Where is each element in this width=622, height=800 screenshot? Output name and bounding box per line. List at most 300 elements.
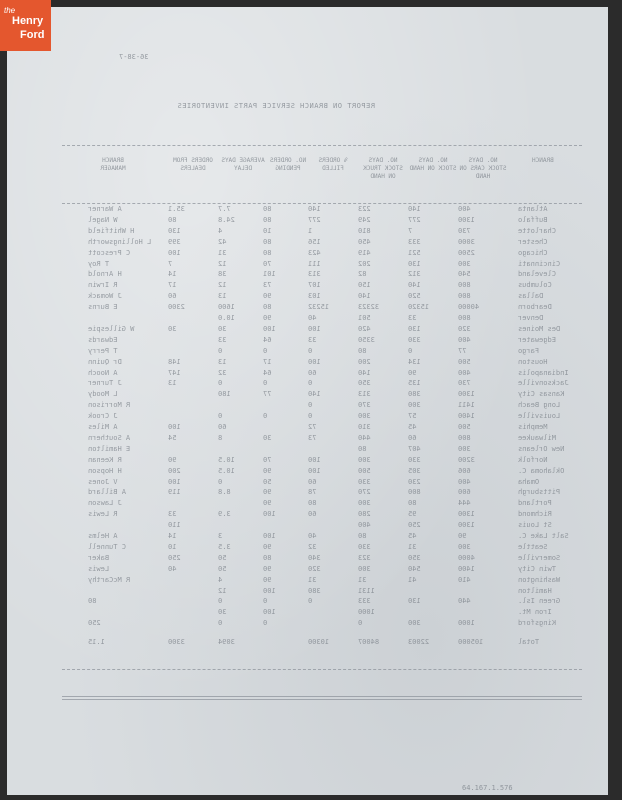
table-cell: R Lewis [88, 510, 118, 519]
table-cell: 3000 [458, 237, 475, 246]
table-cell: E Hamilton [88, 444, 131, 453]
table-cell: 84007 [358, 638, 380, 647]
table-cell: 500 [358, 466, 371, 475]
table-cell: 140 [308, 205, 321, 213]
table-cell: 30 [263, 433, 272, 442]
table-cell: 1400 [458, 412, 475, 421]
table-cell: 280 [358, 510, 371, 519]
table-cell: 22003 [408, 638, 430, 647]
table-cell: 3.9 [218, 510, 231, 519]
table-cell: C Tunnell [88, 542, 126, 551]
table-cell: 100 [168, 423, 181, 431]
table-cell: St Louis [518, 521, 552, 530]
table-cell: 500 [458, 423, 471, 431]
table-cell: New Orleans [518, 444, 565, 453]
table-row [68, 292, 578, 301]
table-cell: 33 [168, 510, 177, 519]
table-cell: 0 [308, 379, 313, 388]
table-cell: Omaha [518, 477, 540, 486]
table-row [68, 478, 578, 487]
table-cell: 277 [408, 215, 421, 224]
table-cell: Total [518, 638, 540, 647]
table-cell: 8 [218, 433, 223, 442]
table-cell: 540 [408, 564, 421, 573]
table-cell: 250 [408, 521, 421, 530]
table-cell: Cleveland [518, 270, 556, 279]
table-cell: Edgewater [518, 335, 556, 344]
table-cell: 277 [308, 215, 321, 224]
table-cell: 57 [408, 412, 417, 421]
table-cell: 30 [168, 324, 177, 333]
table-cell: 95 [408, 510, 417, 519]
table-row [68, 227, 578, 236]
table-cell: 4 [218, 575, 223, 584]
table-row [68, 587, 578, 596]
table-cell: 333 [408, 237, 421, 246]
table-cell: 17 [263, 357, 272, 366]
table-cell: Jacksonville [518, 379, 569, 388]
table-cell: 2300 [168, 303, 185, 312]
table-cell: 12 [218, 281, 227, 290]
table-cell: W Gillespie [88, 324, 135, 333]
table-cell: 300 [458, 444, 471, 453]
table-cell: 80 [263, 303, 272, 312]
table-cell: 148 [168, 357, 181, 366]
table-cell: 33 [408, 314, 417, 322]
table-cell: 407 [408, 444, 421, 453]
table-row [68, 205, 578, 214]
table-cell: Lewis [88, 564, 110, 573]
table-cell: 156 [308, 237, 321, 246]
table-cell: 140 [408, 281, 421, 290]
table-cell: 40 [308, 532, 317, 540]
table-row [68, 412, 578, 421]
table-row [68, 390, 578, 399]
table-cell: 1 [308, 226, 313, 235]
table-cell: 90 [263, 564, 272, 573]
table-cell: 140 [358, 292, 371, 301]
table-row [68, 543, 578, 552]
table-row [68, 576, 578, 585]
table-cell: 130 [408, 259, 421, 268]
table-cell: 0 [218, 597, 223, 606]
table-cell: 150 [358, 281, 371, 290]
table-row [68, 597, 578, 606]
column-header: NO. DAYS STOCK ON HAND [409, 157, 457, 172]
table-cell: 10.5 [218, 466, 235, 475]
table-row [68, 303, 578, 312]
table-cell: 17 [168, 281, 177, 290]
table-cell: Salt Lake C. [518, 532, 569, 540]
table-cell: Somerville [518, 553, 561, 562]
table-cell: 1300 [458, 215, 475, 224]
table-cell: Memphis [518, 423, 548, 431]
table-row [68, 619, 578, 628]
table-cell: 38 [218, 270, 227, 279]
table-cell: 111 [308, 259, 321, 268]
table-cell: 12 [218, 586, 227, 595]
table-cell: 440 [458, 597, 471, 606]
table-cell: 370 [358, 401, 371, 410]
table-cell: 100 [263, 532, 276, 540]
table-cell: H Arnold [88, 270, 122, 279]
table-cell: 313 [358, 390, 371, 399]
table-cell: T Roy [88, 259, 110, 268]
table-cell: 107 [308, 281, 321, 290]
table-cell: 60 [308, 368, 317, 377]
table-cell: 330 [408, 335, 421, 344]
table-cell: R Keenan [88, 455, 122, 464]
table-cell: 80 [308, 499, 317, 508]
table-cell: 80 [263, 553, 272, 562]
table-cell: 333 [358, 597, 371, 606]
table-cell: Twin City [518, 564, 556, 573]
table-cell: 103 [308, 292, 321, 301]
table-cell: 3300 [168, 638, 185, 647]
table-cell: 450 [358, 237, 371, 246]
table-cell: 440 [358, 433, 371, 442]
table-cell: 500 [458, 357, 471, 366]
table-cell: 64 [263, 368, 272, 377]
table-cell: 300 [358, 412, 371, 421]
table-cell: 0 [218, 346, 223, 355]
table-cell: 77 [263, 390, 272, 399]
table-cell: 7.7 [218, 205, 231, 213]
table-cell: 100 [308, 324, 321, 333]
table-cell: 90 [263, 314, 272, 322]
table-cell: 0 [218, 379, 223, 388]
table-cell: 78 [308, 488, 317, 497]
table-cell: 350 [408, 553, 421, 562]
table-cell: Richmond [518, 510, 552, 519]
table-cell: 250 [88, 619, 101, 628]
table-cell: 31 [218, 248, 227, 257]
table-cell: Milwaukee [518, 433, 556, 442]
table-cell: J Lawson [88, 499, 122, 508]
table-cell: 730 [458, 226, 471, 235]
column-header: NO. ORDERS PENDING [269, 157, 307, 172]
table-row [68, 379, 578, 388]
table-cell: 13 [218, 357, 227, 366]
table-cell: 8.8 [218, 488, 231, 497]
table-cell: 1300 [458, 390, 475, 399]
table-cell: 15320 [408, 303, 430, 312]
table-cell: Baker [88, 553, 110, 562]
table-cell: 330 [358, 542, 371, 551]
table-cell: A Warner [88, 205, 122, 213]
table-cell: 7 [408, 226, 413, 235]
table-cell: 13 [168, 379, 177, 388]
table-cell: 80 [263, 215, 272, 224]
table-cell: 300 [358, 499, 371, 508]
table-cell: Fargo [518, 346, 540, 355]
table-cell: R McCarthy [88, 575, 131, 584]
table-cell: 10300 [308, 638, 330, 647]
table-cell: 0 [218, 619, 223, 628]
table-cell: 100 [308, 455, 321, 464]
table-cell: 0 [358, 619, 363, 628]
table-cell: 14 [168, 532, 177, 540]
table-cell: 100 [308, 357, 321, 366]
column-header: ORDERS FROM DEALERS [173, 157, 213, 172]
table-cell: 3094 [218, 638, 235, 647]
table-cell: 300 [458, 259, 471, 268]
table-cell: 520 [408, 292, 421, 301]
table-cell: J Turner [88, 379, 122, 388]
table-cell: 147 [168, 368, 181, 377]
table-cell: 33 [218, 335, 227, 344]
bottom-rule [62, 696, 582, 697]
table-cell: 31 [308, 575, 317, 584]
table-cell: 320 [458, 324, 471, 333]
table-cell: 4000 [458, 553, 475, 562]
table-cell: 230 [408, 477, 421, 486]
table-row [68, 499, 578, 508]
table-row [68, 510, 578, 519]
table-cell: Dr Quinn [88, 357, 122, 366]
table-cell: 73 [308, 433, 317, 442]
table-cell: 80 [358, 532, 367, 540]
table-cell: 800 [458, 433, 471, 442]
table-cell: 380 [408, 390, 421, 399]
table-cell: 202 [358, 259, 371, 268]
header-rule-top [62, 145, 582, 146]
table-cell: Cincinnati [518, 259, 561, 268]
table-cell: J Crook [88, 412, 118, 421]
table-cell: 501 [358, 314, 371, 322]
table-cell: 45 [408, 423, 417, 431]
table-cell: 810 [358, 226, 371, 235]
table-cell: 399 [168, 237, 181, 246]
bottom-rule-double [62, 699, 582, 700]
table-cell: 400 [458, 335, 471, 344]
table-cell: V Jones [88, 477, 118, 486]
table-cell: 305 [408, 466, 421, 475]
table-cell: 300 [358, 455, 371, 464]
table-cell: Edwards [88, 335, 118, 344]
table-row [68, 314, 578, 323]
table-cell: 70 [263, 259, 272, 268]
column-header: BRANCH MANAGER [100, 157, 126, 172]
table-cell: L Moody [88, 390, 118, 399]
table-cell: 730 [458, 379, 471, 388]
table-cell: 800 [408, 488, 421, 497]
table-cell: 0 [263, 597, 268, 606]
table-row [68, 281, 578, 290]
table-cell: Louisville [518, 412, 561, 421]
table-cell: Indianapolis [518, 368, 569, 377]
table-cell: 42 [218, 237, 227, 246]
table-cell: 1.15 [88, 638, 105, 647]
table-cell: 30 [218, 608, 227, 617]
table-cell: Hamilton [518, 586, 552, 595]
table-cell: 90 [408, 368, 417, 377]
table-cell: 300 [408, 401, 421, 410]
table-cell: 40 [308, 314, 317, 322]
table-cell: 140 [358, 368, 371, 377]
table-cell: 135 [408, 379, 421, 388]
table-row [68, 434, 578, 443]
column-header: AVERAGE DAYS DELAY [221, 157, 265, 172]
table-cell: 249 [358, 215, 371, 224]
table-cell: 30 [218, 324, 227, 333]
table-cell: 419 [358, 248, 371, 257]
table-cell: 72 [308, 423, 317, 431]
table-cell: 1131 [358, 586, 375, 595]
table-cell: Oklahoma C. [518, 466, 565, 475]
table-cell: 0 [408, 346, 413, 355]
table-cell: L Hollingsworth [88, 237, 152, 246]
table-row [68, 488, 578, 497]
table-cell: 1600 [218, 303, 235, 312]
table-cell: 77 [458, 346, 467, 355]
table-cell: 80 [263, 237, 272, 246]
table-cell: 1300 [458, 521, 475, 530]
table-cell: Kansas City [518, 390, 565, 399]
table-row [68, 401, 578, 410]
table-cell: Dallas [518, 292, 544, 301]
table-cell: 15232 [308, 303, 330, 312]
table-cell: Portland [518, 499, 552, 508]
table-cell: 1000 [358, 608, 375, 617]
table-cell: 423 [308, 248, 321, 257]
table-cell: 50 [263, 477, 272, 486]
table-cell: 90 [263, 488, 272, 497]
table-cell: Atlanta [518, 205, 548, 213]
table-cell: 80 [358, 346, 367, 355]
table-cell: 0 [263, 379, 268, 388]
column-header: BRANCH [532, 157, 554, 164]
table-cell: 90 [263, 292, 272, 301]
column-header: % ORDERS FILLED [318, 157, 348, 172]
table-cell: 310 [358, 423, 371, 431]
table-cell: Green Isl. [518, 597, 561, 606]
table-cell: 0 [263, 412, 268, 421]
table-cell: W Nagel [88, 215, 118, 224]
table-cell: A Helms [88, 532, 118, 540]
table-cell: 1000 [458, 619, 475, 628]
table-row [68, 325, 578, 334]
table-row [68, 238, 578, 247]
table-row [68, 347, 578, 356]
table-cell: 119 [168, 488, 181, 497]
table-cell: 90 [263, 466, 272, 475]
table-cell: 82 [358, 270, 367, 279]
table-cell: 606 [458, 466, 471, 475]
table-cell: A Billard [88, 488, 126, 497]
totals-row [68, 638, 578, 647]
table-cell: 380 [308, 586, 321, 595]
table-cell: 3350 [358, 335, 375, 344]
table-cell: R Morrison [88, 401, 131, 410]
table-cell: 330 [358, 477, 371, 486]
table-cell: Long Beach [518, 401, 561, 410]
table-row [68, 608, 578, 617]
table-cell: 7 [168, 259, 173, 268]
document-sheet [7, 7, 608, 795]
table-cell: Dearborn [518, 303, 552, 312]
table-cell: 100 [263, 608, 276, 617]
table-cell: 340 [308, 553, 321, 562]
table-cell: E Burns [88, 303, 118, 312]
header-rule-bottom [62, 203, 582, 204]
table-cell: Columbus [518, 281, 552, 290]
table-cell: 80 [408, 499, 417, 508]
table-cell: 540 [458, 270, 471, 279]
table-cell: J Womack [88, 292, 122, 301]
table-cell: 323 [358, 553, 371, 562]
table-row [68, 369, 578, 378]
table-cell: 800 [458, 314, 471, 322]
table-cell: 200 [168, 466, 181, 475]
table-cell: Des Moines [518, 324, 561, 333]
table-cell: Seattle [518, 542, 548, 551]
table-cell: 12 [218, 259, 227, 268]
table-cell: 13 [218, 292, 227, 301]
table-row [68, 521, 578, 530]
table-cell: 4 [218, 226, 223, 235]
archive-reference: 64.167.1.576 [462, 784, 513, 792]
table-cell: 0 [218, 477, 223, 486]
date-code: 36-38-7 [119, 53, 149, 61]
table-cell: 100 [168, 477, 181, 486]
table-cell: 10 [168, 542, 177, 551]
table-cell: 24.8 [218, 215, 235, 224]
table-cell: 180 [218, 390, 231, 399]
table-cell: 14 [168, 270, 177, 279]
table-cell: 200 [358, 357, 371, 366]
table-cell: 10 [263, 226, 272, 235]
column-header: NO. DAYS STOCK TRUCK ON HAND [363, 157, 403, 180]
table-cell: Charlotte [518, 226, 556, 235]
table-cell: 60 [218, 423, 227, 431]
table-cell: 0 [308, 597, 313, 606]
table-cell: 80 [358, 444, 367, 453]
table-cell: 33 [308, 335, 317, 344]
table-cell: 1300 [458, 510, 475, 519]
table-cell: 100 [308, 466, 321, 475]
table-cell: 0 [308, 412, 313, 421]
table-cell: 0 [218, 412, 223, 421]
table-cell: 90 [263, 499, 272, 508]
table-cell: A Southern [88, 433, 131, 442]
table-cell: 1400 [458, 564, 475, 573]
table-cell: Washington [518, 575, 561, 584]
table-cell: 90 [263, 542, 272, 551]
table-cell: 0 [263, 346, 268, 355]
table-cell: 330 [408, 455, 421, 464]
table-cell: 32 [308, 542, 317, 551]
table-cell: 130 [408, 324, 421, 333]
table-cell: 31 [358, 575, 367, 584]
table-cell: 40000 [458, 303, 480, 312]
table-cell: H Hopson [88, 466, 122, 475]
table-cell: 70 [263, 455, 272, 464]
table-cell: 110 [168, 521, 181, 530]
table-cell: 3 [218, 532, 223, 540]
table-cell: 31 [408, 542, 417, 551]
table-cell: 41 [408, 575, 417, 584]
table-cell: Houston [518, 357, 548, 366]
table-cell: 444 [458, 499, 471, 508]
table-row [68, 358, 578, 367]
table-row [68, 554, 578, 563]
table-cell: 45 [408, 532, 417, 540]
table-cell: Chester [518, 237, 548, 246]
table-cell: 80 [263, 248, 272, 257]
table-cell: 10.5 [218, 455, 235, 464]
table-cell: 223 [358, 205, 371, 213]
